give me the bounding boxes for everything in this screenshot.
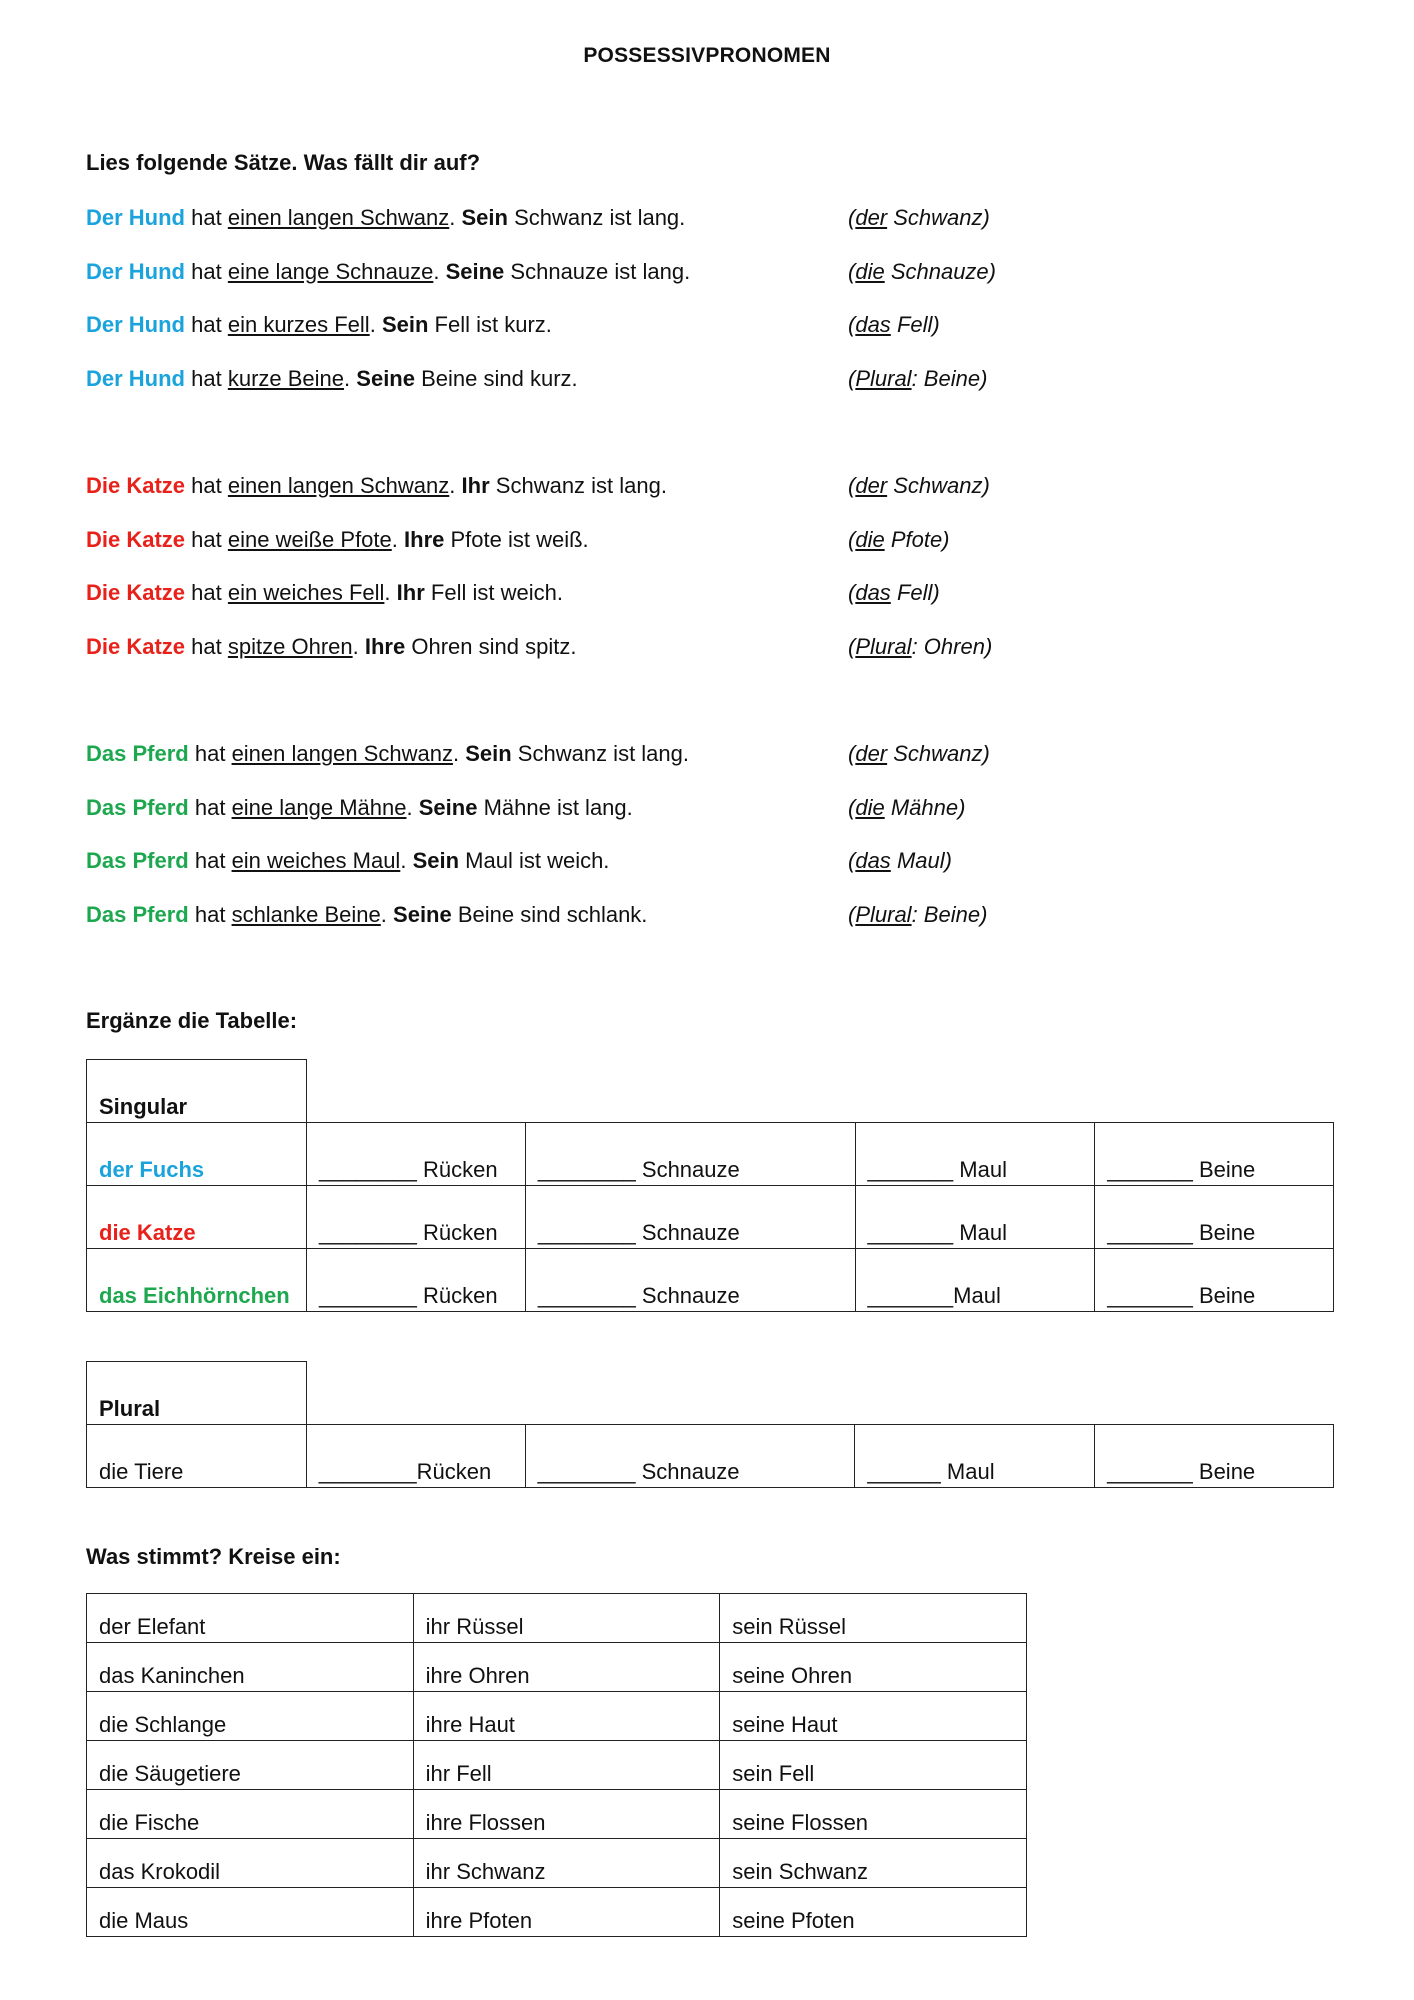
choice-option-sein[interactable]: sein Rüssel — [720, 1594, 1027, 1643]
sentence-pronoun: Ihre — [404, 526, 445, 552]
hint-noun: Schnauze) — [890, 258, 996, 284]
hint-article: der — [855, 473, 888, 498]
sentence-phrase: schlanke Beine — [231, 901, 381, 927]
sentence-verb: hat — [191, 205, 222, 230]
sentence-row — [86, 202, 1086, 234]
choice-option-ihr[interactable]: ihr Fell — [413, 1741, 720, 1790]
hint-article: der — [855, 741, 888, 766]
animal-cell: das Kaninchen — [87, 1643, 414, 1692]
hint-open: ( — [848, 848, 856, 873]
sentence-subject: Der Hund — [86, 365, 185, 391]
table-row — [87, 1643, 1027, 1692]
sentence-phrase: ein weiches Fell — [227, 580, 385, 605]
sentence-phrase: einen langen Schwanz — [231, 741, 453, 766]
choice-option-ihr[interactable]: ihre Pfoten — [413, 1888, 720, 1937]
sentence-rest: Schwanz ist lang. — [495, 473, 667, 498]
sentence-subject: Die Katze — [86, 473, 186, 498]
singular-label: Singular — [87, 1060, 307, 1123]
blank-cell[interactable]: ______ Maul — [855, 1425, 1095, 1488]
choice-option-ihr[interactable]: ihre Flossen — [413, 1790, 720, 1839]
sentence-dot: . — [406, 794, 413, 820]
hint-noun: Schwanz) — [893, 473, 990, 498]
sentence-text — [86, 845, 609, 877]
hint-noun: Fell) — [896, 312, 940, 337]
sentence-pronoun: Sein — [381, 312, 429, 337]
blank-cell[interactable]: ________ Schnauze — [525, 1186, 855, 1249]
hint-article: das — [855, 312, 891, 337]
sentence-dot: . — [391, 526, 398, 552]
singular-table — [86, 1059, 1334, 1312]
table-row — [87, 1692, 1027, 1741]
sentence-hint — [848, 309, 940, 341]
sentence-verb: hat — [194, 794, 226, 820]
sentence-text — [86, 470, 667, 502]
hint-noun: Fell) — [896, 580, 940, 605]
sentence-rest: Ohren sind spitz. — [411, 633, 577, 659]
sentence-dot: . — [344, 365, 351, 391]
choice-option-sein[interactable]: sein Fell — [720, 1741, 1027, 1790]
sentence-subject: Der Hund — [86, 312, 185, 337]
sentence-phrase: eine weiße Pfote — [227, 526, 392, 552]
sentence-rest: Beine sind kurz. — [421, 365, 578, 391]
sentence-rest: Schnauze ist lang. — [510, 258, 691, 284]
hint-open: ( — [848, 633, 856, 659]
sentence-hint — [848, 899, 987, 931]
sentence-phrase: eine lange Schnauze — [227, 258, 434, 284]
sentence-pronoun: Sein — [412, 848, 460, 873]
sentence-hint — [848, 577, 940, 609]
hint-open: ( — [848, 526, 856, 552]
sentence-text — [86, 792, 633, 824]
blank-cell[interactable]: ________ Schnauze — [525, 1123, 855, 1186]
noun-cell: das Eichhörnchen — [87, 1249, 307, 1312]
sentence-verb: hat — [191, 580, 222, 605]
sentence-verb: hat — [191, 365, 222, 391]
hint-article: Plural — [855, 633, 912, 659]
sentence-subject: Der Hund — [86, 205, 185, 230]
sentence-text — [86, 363, 578, 395]
blank-cell[interactable]: ________ Schnauze — [525, 1425, 855, 1488]
hint-article: Plural — [855, 901, 912, 927]
hint-noun: Pfote) — [890, 526, 950, 552]
sentence-dot: . — [400, 848, 407, 873]
hint-noun: : Beine) — [911, 901, 988, 927]
hint-article: die — [855, 794, 885, 820]
sentence-text — [86, 256, 690, 288]
animal-cell: die Maus — [87, 1888, 414, 1937]
sentence-rest: Maul ist weich. — [465, 848, 610, 873]
blank-cell[interactable]: _______Maul — [855, 1249, 1095, 1312]
sentence-row — [86, 792, 1086, 824]
sentence-dot: . — [384, 580, 391, 605]
sentence-hint — [848, 202, 990, 234]
hint-noun: Mähne) — [890, 794, 966, 820]
choice-option-ihr[interactable]: ihre Haut — [413, 1692, 720, 1741]
hint-open: ( — [848, 901, 856, 927]
sentence-hint — [848, 256, 996, 288]
sentence-row — [86, 631, 1086, 663]
blank-cell[interactable]: _______ Beine — [1095, 1425, 1334, 1488]
sentence-hint — [848, 363, 987, 395]
sentence-subject: Die Katze — [86, 580, 186, 605]
hint-noun: Schwanz) — [893, 741, 990, 766]
sentence-hint — [848, 738, 990, 770]
sentence-row — [86, 309, 1086, 341]
hint-article: das — [855, 848, 891, 873]
sentence-text — [86, 577, 563, 609]
blank-cell[interactable]: ________ Rücken — [306, 1249, 525, 1312]
table-row — [87, 1839, 1027, 1888]
choice-option-sein[interactable]: sein Schwanz — [720, 1839, 1027, 1888]
blank-cell[interactable]: ________ Rücken — [306, 1186, 525, 1249]
blank-cell[interactable]: _______ Beine — [1095, 1123, 1334, 1186]
sentence-dot: . — [380, 901, 387, 927]
hint-noun: Schwanz) — [893, 205, 990, 230]
sentence-phrase: eine lange Mähne — [231, 794, 407, 820]
hint-open: ( — [848, 312, 856, 337]
sentence-row — [86, 899, 1086, 931]
sentence-verb: hat — [194, 901, 226, 927]
choice-option-ihr[interactable]: ihre Ohren — [413, 1643, 720, 1692]
sentence-dot: . — [369, 312, 376, 337]
table-row — [87, 1741, 1027, 1790]
animal-cell: die Säugetiere — [87, 1741, 414, 1790]
hint-open: ( — [848, 258, 856, 284]
sentence-pronoun: Sein — [465, 741, 512, 766]
choice-option-sein[interactable]: seine Pfoten — [720, 1888, 1027, 1937]
sentence-dot: . — [449, 205, 456, 230]
table-row — [87, 1888, 1027, 1937]
sentence-rest: Pfote ist weiß. — [450, 526, 589, 552]
choice-option-sein[interactable]: seine Haut — [720, 1692, 1027, 1741]
noun-cell: die Katze — [87, 1186, 307, 1249]
sentence-dot: . — [352, 633, 359, 659]
choice-option-sein[interactable]: seine Flossen — [720, 1790, 1027, 1839]
choice-option-ihr[interactable]: ihr Schwanz — [413, 1839, 720, 1888]
sentence-verb: hat — [191, 633, 222, 659]
animal-cell: das Krokodil — [87, 1839, 414, 1888]
table-row — [87, 1425, 1334, 1488]
sentence-subject: Das Pferd — [86, 848, 189, 873]
blank-cell[interactable]: _______ Maul — [855, 1186, 1095, 1249]
sentence-hint — [848, 845, 952, 877]
hint-open: ( — [848, 205, 856, 230]
table-row — [87, 1123, 1334, 1186]
hint-article: der — [855, 205, 888, 230]
hint-article: die — [855, 258, 885, 284]
sentence-dot: . — [449, 473, 456, 498]
sentence-subject: Das Pferd — [86, 741, 189, 766]
sentence-hint — [848, 470, 990, 502]
hint-open: ( — [848, 794, 856, 820]
table-row — [87, 1186, 1334, 1249]
sentence-subject: Das Pferd — [86, 794, 189, 820]
section3-heading: Was stimmt? Kreise ein: — [86, 1544, 341, 1569]
sentence-text — [86, 899, 647, 931]
blank-cell[interactable]: ________Rücken — [306, 1425, 525, 1488]
sentence-pronoun: Ihr — [461, 473, 490, 498]
sentence-row — [86, 470, 1086, 502]
sentence-text — [86, 631, 576, 663]
sentence-verb: hat — [191, 258, 222, 284]
hint-article: Plural — [855, 365, 912, 391]
hint-article: die — [855, 526, 885, 552]
page-title: POSSESSIVPRONOMEN — [583, 44, 831, 67]
sentence-phrase: kurze Beine — [227, 365, 345, 391]
sentence-pronoun: Seine — [418, 794, 478, 820]
sentence-verb: hat — [191, 526, 222, 552]
blank-cell[interactable]: ________ Rücken — [306, 1123, 525, 1186]
sentence-hint — [848, 631, 992, 663]
sentence-rest: Fell ist weich. — [430, 580, 563, 605]
sentence-pronoun: Sein — [461, 205, 508, 230]
sentence-subject: Die Katze — [86, 526, 186, 552]
sentence-row — [86, 577, 1086, 609]
sentence-subject: Die Katze — [86, 633, 186, 659]
sentence-verb: hat — [191, 312, 222, 337]
sentence-pronoun: Seine — [356, 365, 415, 391]
hint-noun: : Beine) — [911, 365, 988, 391]
sentence-verb: hat — [194, 848, 226, 873]
animal-cell: die Fische — [87, 1790, 414, 1839]
hint-noun: Maul) — [896, 848, 952, 873]
animal-cell: der Elefant — [87, 1594, 414, 1643]
sentence-hint — [848, 524, 950, 556]
blank-cell[interactable]: _______ Beine — [1095, 1186, 1334, 1249]
sentence-dot: . — [452, 741, 460, 766]
sentence-verb: hat — [194, 741, 226, 766]
sentence-pronoun: Seine — [393, 901, 452, 927]
sentence-rest: Mähne ist lang. — [483, 794, 633, 820]
sentence-phrase: einen langen Schwanz — [227, 205, 450, 230]
sentence-text — [86, 309, 552, 341]
hint-article: das — [855, 580, 891, 605]
noun-cell: die Tiere — [87, 1425, 307, 1488]
hint-open: ( — [848, 473, 856, 498]
sentence-phrase: ein weiches Maul — [231, 848, 401, 873]
sentence-subject: Der Hund — [86, 258, 185, 284]
sentence-pronoun: Ihre — [364, 633, 406, 659]
section2-heading: Ergänze die Tabelle: — [86, 1008, 298, 1033]
sentence-hint — [848, 792, 965, 824]
sentence-row — [86, 845, 1086, 877]
hint-noun: : Ohren) — [911, 633, 993, 659]
sentence-rest: Schwanz ist lang. — [514, 205, 686, 230]
section1-heading: Lies folgende Sätze. Was fällt dir auf? — [86, 150, 481, 175]
sentence-rest: Schwanz ist lang. — [517, 741, 689, 766]
plural-label: Plural — [87, 1362, 307, 1425]
table-row — [87, 1594, 1027, 1643]
blank-cell[interactable]: _______ Maul — [855, 1123, 1095, 1186]
animal-cell: die Schlange — [87, 1692, 414, 1741]
sentence-phrase: spitze Ohren — [227, 633, 353, 659]
sentence-verb: hat — [191, 473, 222, 498]
choice-option-ihr[interactable]: ihr Rüssel — [413, 1594, 720, 1643]
sentence-text — [86, 202, 685, 234]
noun-cell: der Fuchs — [87, 1123, 307, 1186]
choice-option-sein[interactable]: seine Ohren — [720, 1643, 1027, 1692]
sentence-text — [86, 738, 689, 770]
table-row — [87, 1790, 1027, 1839]
sentence-row — [86, 738, 1086, 770]
sentence-phrase: ein kurzes Fell — [227, 312, 370, 337]
choice-table — [86, 1593, 1027, 1937]
sentence-pronoun: Seine — [445, 258, 505, 284]
blank-cell[interactable]: _______ Beine — [1095, 1249, 1334, 1312]
plural-table — [86, 1361, 1334, 1488]
sentence-subject: Das Pferd — [86, 901, 189, 927]
sentence-rest: Beine sind schlank. — [457, 901, 648, 927]
hint-open: ( — [848, 365, 856, 391]
sentence-rest: Fell ist kurz. — [434, 312, 552, 337]
sentence-dot: . — [433, 258, 440, 284]
sentence-row — [86, 256, 1086, 288]
sentence-text — [86, 524, 589, 556]
sentence-row — [86, 363, 1086, 395]
sentence-pronoun: Ihr — [396, 580, 425, 605]
table-row — [87, 1249, 1334, 1312]
blank-cell[interactable]: ________ Schnauze — [525, 1249, 855, 1312]
hint-open: ( — [848, 580, 856, 605]
hint-open: ( — [848, 741, 856, 766]
sentence-row — [86, 524, 1086, 556]
sentence-phrase: einen langen Schwanz — [227, 473, 450, 498]
